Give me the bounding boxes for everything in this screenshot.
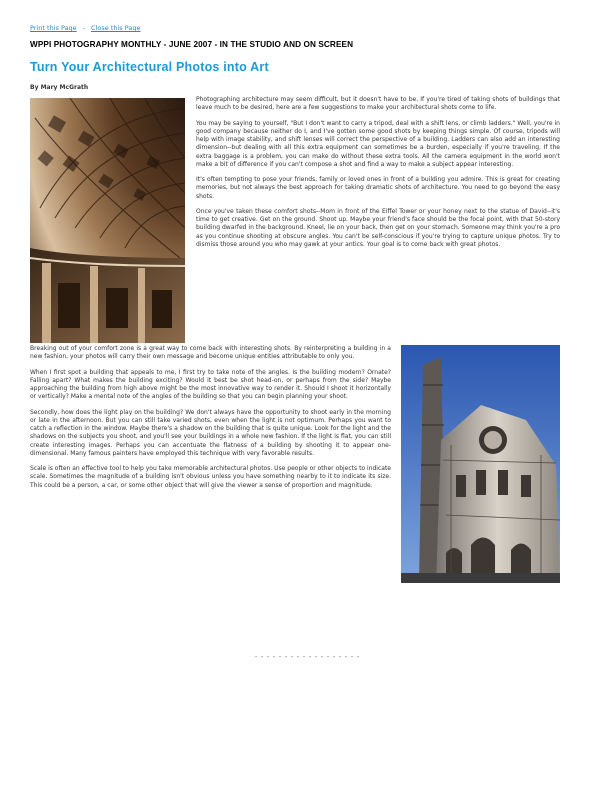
paragraph-5: Breaking out of your comfort zone is a great way to come back with interesting shots. By reinterpreting a building in a new fashion, your photos will carry their own message and become unique entities attributable to only you. bbox=[30, 345, 391, 361]
paragraph-3: It's often tempting to pose your friends, family or loved ones in front of a building you admire. This is great for creating memories, but not always the best approach for taking dramatic shots of architecture. You need to go beyond the easy shots. bbox=[196, 176, 560, 200]
close-page-link[interactable]: Close this Page bbox=[91, 24, 141, 32]
dome-coffers-image bbox=[30, 98, 185, 343]
article-page bbox=[30, 24, 560, 586]
paragraph-1: Photographing architecture may seem difficult, but it doesn't have to be. If you're tired of taking shots of buildings that leave much to be desired, here are a few suggestions to make your architectural shots come to life. bbox=[196, 96, 560, 112]
masthead: WPPI PHOTOGRAPHY MONTHLY - JUNE 2007 - IN THE STUDIO AND ON SCREEN bbox=[30, 40, 354, 49]
paragraph-8: Scale is often an effective tool to help you take memorable architectural photos. Use people or other objects to indicate scale. Sometimes the magnitude of a building isn't obvious unless you have something nearby to it to indicate its size. This could be a person, a car, or some other object that will give the viewer a sense of proportion and magnitude. bbox=[30, 465, 391, 489]
duomo-facade-photo bbox=[401, 345, 560, 583]
paragraph-2: You may be saying to yourself, "But I don't want to carry a tripod, deal with a shift lens, or climb ladders." Well, you're in good company because neither do I, and I've gotten some good shots by keeping things simple. Of course, tripods will help with image stability, and shift lenses will correct the perspective of a building. Ladders can also add an interesting dimension--but dealing with all this extra equipment can sometimes be a burden, especially if you're traveling. If the extra baggage is a problem, you can make do without these extra tools. All the camera equipment in the world won't make a bit of difference if you can't compose a shot and find a way to make a subject appear interesting. bbox=[196, 119, 560, 168]
paragraph-4: Once you've taken these comfort shots--Mom in front of the Eiffel Tower or your honey next to the statue of David--it's time to get creative. Get on the ground. Shoot up. Maybe your friend's face should be the focal point, with that 50-story building dwarfed in the background. Kneel, lie on your back, then get on your stomach. Someone may think you're a pro as you continue shooting at obscure angles. You can't be self-conscious if you're trying to capture unique photos. Try to dismiss those around you who may gawk at your antics. Your goal is to come back with great photos. bbox=[196, 207, 560, 248]
print-page-link[interactable]: Print this Page bbox=[30, 24, 77, 32]
page-links bbox=[30, 24, 560, 32]
paragraph-7: Secondly, how does the light play on the building? We don't always have the opportunity to shoot early in the morning or late in the afternoon. But you can still take varied shots, even when the light is not optimum. Perhaps you want to catch a reflection in the window. Maybe there's a shadow on the building that is quite unique. Look for the light and the shadows on the subjects you shoot, and you'll see your buildings in a whole new fashion. If the light is flat, you can still create interesting images. Perhaps you can accentuate the flatness of a building by shooting it to appear one-dimensional. Many famous painters have employed this technique with very favorable results. bbox=[30, 408, 391, 457]
article-title: Turn Your Architectural Photos into Art bbox=[30, 60, 269, 74]
article-body bbox=[30, 96, 560, 490]
link-separator: - bbox=[82, 24, 86, 32]
continuation-dots bbox=[255, 642, 365, 646]
byline: By Mary McGrath bbox=[30, 84, 89, 91]
pantheon-dome-photo bbox=[30, 98, 185, 343]
paragraph-6: When I first spot a building that appeals to me, I first try to take note of the angles. Is the building modern? Ornate? Falling apart? What makes the building exciting? Would it best be shot head-on, or perhaps from the side? Maybe approaching the building from high above might be the most innovative way to render it. Should I shoot it horizontally or vertically? Make a mental note of the angles of the building so that you can begin planning your shoot. bbox=[30, 368, 391, 401]
cathedral-image bbox=[401, 345, 560, 583]
